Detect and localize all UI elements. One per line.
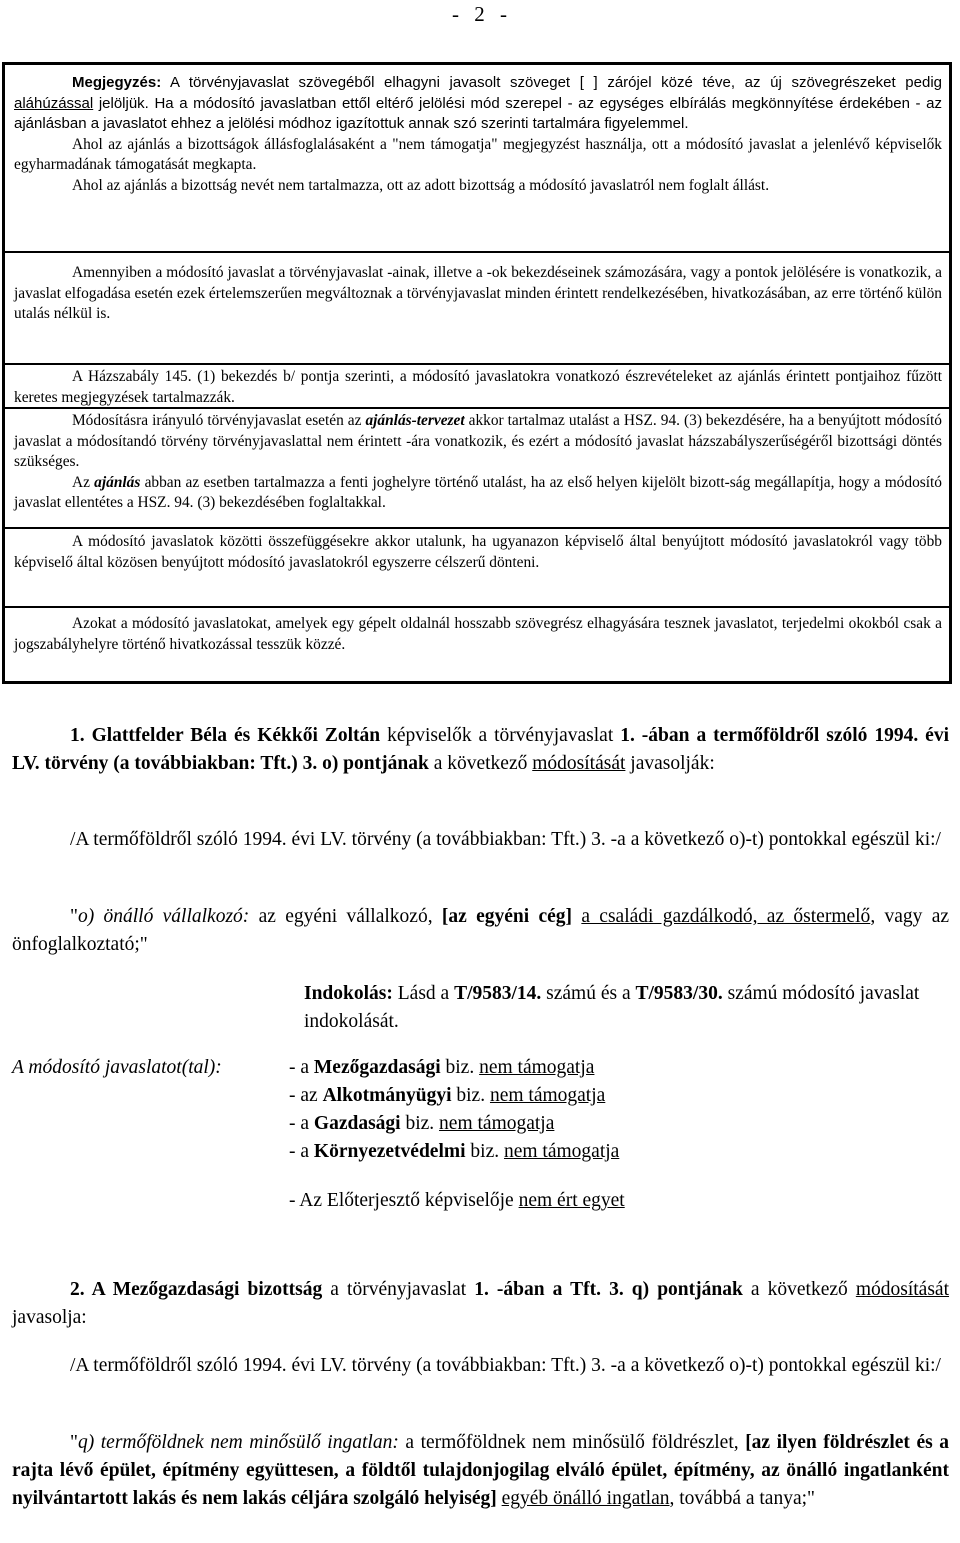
notice-paragraph: Amennyiben a módosító javaslat a törvényjavaslat -ainak, illetve a -ok bekezdéseinek számozására, vagy a pontok jelölésére is vonatkozik, a javaslat elfogadása esetén ezek értelemszerűen megváltoznak a törvényjavaslat minden érintett rendelkezésében, hivatkozásában, az erre történő külön utalás nélkül is. <box>14 264 942 322</box>
vote-list <box>289 1054 625 1215</box>
notice-paragraph: A módosító javaslatok közötti összefüggésekre akkor utalunk, ha ugyanazon képviselő által benyújtott módosító javaslatokról vagy több képviselő által közösen benyújtott módosító javaslatokról egyszerre célszerű dönteni. <box>14 533 942 571</box>
notice-box <box>2 62 952 684</box>
notice-segment <box>5 65 949 253</box>
notice-paragraph: A Házszabály 145. (1) bekezdés b/ pontja szerinti, a módosító javaslatokra vonatkozó észrevételeket az ajánlás érintett pontjaihoz fűzött keretes megjegyzések tartalmazzák. <box>14 368 942 406</box>
item-2-amendment: "q) termőföldnek nem minősülő ingatlan: a termőföldnek nem minősülő földrészlet, [az ilyen földrészlet és a rajta lévő épület, építmény együttesen, a földtől tulajdonjogilag elváló épület, építmény, az önálló ingatlanként nyilvántartott lakás és nem lakás céljára szolgáló helyiség] egyéb önálló ingatlan, továbbá a tanya;" <box>12 1432 950 1509</box>
item-1-intro: /A termőföldről szóló 1994. évi LV. törvény (a továbbiakban: Tft.) 3. -a a következő o)-t) pontokkal egészül ki:/ <box>70 829 941 850</box>
notice-paragraph: Módosításra irányuló törvényjavaslat esetén az ajánlás-tervezet akkor tartalmaz utalást a HSZ. 94. (3) bekezdésére, ha a benyújtott módosító javaslat a módosítandó törvény törvényjavaslattal nem érintett -ára vonatkozik, és ezért a módosító javaslat házszabályszerűségéről bizottsági döntés szükséges. <box>14 412 942 470</box>
vote-row: - a Mezőgazdasági biz. nem támogatja <box>289 1057 595 1078</box>
notice-segment <box>5 253 949 365</box>
government-position: - Az Előterjesztő képviselője nem ért egyet <box>289 1190 625 1211</box>
notice-segment <box>5 365 949 409</box>
notice-segment <box>5 409 949 529</box>
votes-label: A módosító javaslatot(tal): <box>12 1057 222 1078</box>
notice-paragraph: Ahol az ajánlás a bizottság nevét nem tartalmazza, ott az adott bizottság a módosító javaslatról nem foglalt állást. <box>72 176 770 194</box>
vote-row: - az Alkotmányügyi biz. nem támogatja <box>289 1085 606 1106</box>
notice-segment <box>5 608 949 681</box>
item-1-votes <box>12 1054 222 1082</box>
notice-paragraph: Ahol az ajánlás a bizottságok állásfoglalásaként a "nem támogatja" megjegyzést használja, ott a módosító javaslat a jelenlévő képviselők egyharmadának támogatását megkapta. <box>14 135 942 173</box>
item-1-amendment: "o) önálló vállalkozó: az egyéni vállalkozó, [az egyéni cég] a családi gazdálkodó, az őstermelő, vagy az önfoglalkoztató;" <box>12 906 950 955</box>
item-1-justification: Indokolás: Lásd a T/9583/14. számú és a T/9583/30. számú módosító javaslat indokolását. <box>304 983 920 1032</box>
notice-paragraph: Azokat a módosító javaslatokat, amelyek egy gépelt oldalnál hosszabb szövegrész elhagyására tesznek javaslatot, terjedelmi okokból csak a jogszabályhelyre történő hivatkozással tesszük közzé. <box>14 615 942 653</box>
notice-segment <box>5 529 949 608</box>
vote-row: - a Környezetvédelmi biz. nem támogatja <box>289 1141 620 1162</box>
item-2-heading: 2. A Mezőgazdasági bizottság a törvényjavaslat 1. -ában a Tft. 3. q) pontjának a következő módosítását javasolja: <box>12 1279 950 1328</box>
notice-paragraph: Az ajánlás abban az esetben tartalmazza a fenti joghelyre történő utalást, ha az első helyen kijelölt bizott-ság megállapítja, hogy a módosító javaslat ellentétes a HSZ. 94. (3) bekezdésében foglaltakkal. <box>14 473 942 511</box>
page-number: - 2 - <box>452 2 512 26</box>
vote-row: - a Gazdasági biz. nem támogatja <box>289 1113 555 1134</box>
notice-paragraph: Megjegyzés: A törvényjavaslat szövegéből elhagyni javasolt szöveget [ ] zárójel közé téve, az új szövegrészeket pedig aláhúzással jelöljük. Ha a módosító javaslatban ettől eltérő jelölési mód szerepel - az egységes elbírálás megkönnyítése érdekében - az ajánlásban a javaslatot ehhez a jelölési módhoz igazítottuk annak szó szerinti tartalmára figyelemmel. <box>14 74 942 132</box>
item-2-intro: /A termőföldről szóló 1994. évi LV. törvény (a továbbiakban: Tft.) 3. -a a következő o)-t) pontokkal egészül ki:/ <box>70 1355 941 1376</box>
item-1-heading: 1. Glattfelder Béla és Kékkői Zoltán képviselők a törvényjavaslat 1. -ában a termőföldről szóló 1994. évi LV. törvény (a továbbiakban: Tft.) 3. o) pontjának a következő módosítását javasolják: <box>12 725 950 774</box>
